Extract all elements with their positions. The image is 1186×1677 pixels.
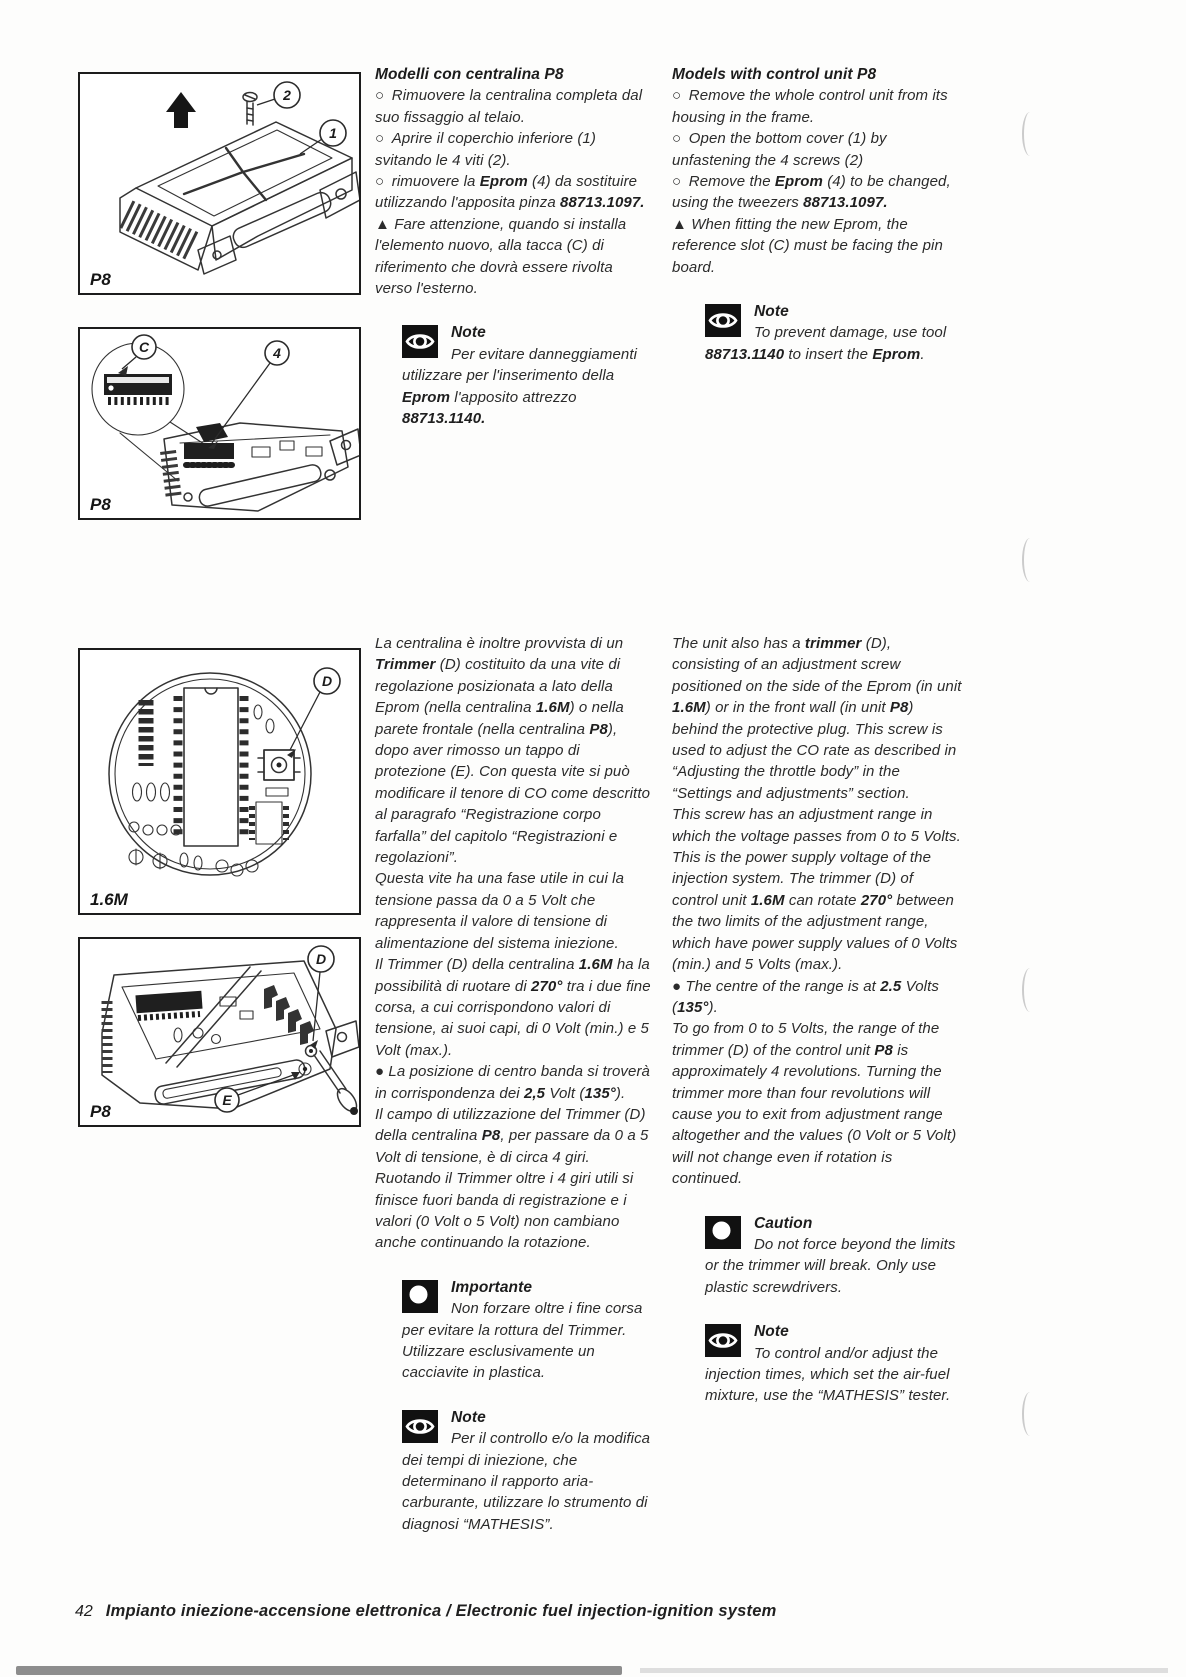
p8-eprom-drawing <box>80 329 359 518</box>
footer-chapter-title: Impianto iniezione-accensione elettronica / Electronic fuel injection-ignition system <box>105 1602 777 1620</box>
step: ○ Remove the Eprom (4) to be changed, using the tweezers 88713.1097. <box>672 173 951 212</box>
16m-board-drawing <box>80 650 359 913</box>
note-title: Note <box>451 324 486 342</box>
remove-direction-arrow-icon <box>166 92 196 128</box>
callout-c <box>118 335 156 376</box>
board-components-drawing <box>135 967 314 1067</box>
caution-block-en <box>705 1213 962 1299</box>
english-column-trimmer <box>672 633 962 1407</box>
caution-circle-icon <box>705 1216 741 1249</box>
paragraph: ● The centre of the range is at 2.5 Volts (135°). <box>672 977 939 1016</box>
figure3-unit-label: 1.6M <box>90 890 128 909</box>
caution-body: Do not force beyond the limits or the trimmer will break. Only use plastic screwdrivers. <box>705 1235 956 1296</box>
paragraph: To go from 0 to 5 Volts, the range of the trimmer (D) of the control unit P8 is approximately 4 revolutions. Turning the trimmer more than four revolutions will cause you to exit from adjustment range altogether and the values (0 Volt or 5 Volt) will not change even if rotation is continued. <box>672 1020 957 1188</box>
note-eye-icon <box>705 304 741 337</box>
paragraph: La centralina è inoltre provvista di un Trimmer (D) costituito da una vite di regolazione posizionata a lato della Eprom (nella centralina 1.6M) o nella parete frontale (nella centralina P8), dopo aver rimosso un tappo di protezione (E). Con questa vite si può modificare il tenore di CO come descritto al paragrafo “Registrazione corpo farfalla” del capitolo “Registrazioni e regolazioni”. <box>375 635 651 867</box>
important-body: Non forzare oltre i fine corsa per evitare la rottura del Trimmer. Utilizzare esclusivamente un cacciavite in plastica. <box>402 1300 643 1382</box>
callout-d-label: D <box>315 951 327 967</box>
binding-shadow-artifact <box>1022 968 1038 1012</box>
open-ecu-board-drawing <box>164 423 359 511</box>
note-block-en-eprom <box>705 301 962 365</box>
callout-c-label: C <box>138 339 150 355</box>
note-eye-icon <box>402 325 438 358</box>
note-block-en-mathesis <box>705 1321 962 1407</box>
callout-2 <box>257 82 300 108</box>
italian-column-removal <box>375 64 653 430</box>
paragraph: Il Trimmer (D) della centralina 1.6M ha la possibilità di ruotare di 270° tra i due fine corsa, a cui corrispondono valori di tensione, ai suoi capi, di 0 Volt (min.) e 5 Volt (max.). <box>375 956 651 1059</box>
binding-shadow-artifact <box>1022 538 1038 582</box>
callout-4-label: 4 <box>273 345 281 361</box>
figure-16m-trimmer-board <box>78 648 361 915</box>
p8-cover-removal-drawing <box>80 74 359 293</box>
note-body: To prevent damage, use tool 88713.1140 to insert the Eprom. <box>705 324 947 363</box>
step: ○ Rimuovere la centralina completa dal suo fissaggio al telaio. <box>375 87 643 126</box>
scan-edge-bar <box>16 1666 622 1675</box>
step: ▲ When fitting the new Eprom, the reference slot (C) must be facing the pin board. <box>672 215 943 276</box>
note-title: Note <box>451 1408 486 1426</box>
note-title: Note <box>754 303 789 321</box>
note-body: To control and/or adjust the injection times, which set the air-fuel mixture, use the “MATHESIS” tester. <box>705 1344 951 1405</box>
figure-p8-trimmer-adjust <box>78 937 361 1127</box>
section-title-it: Modelli con centralina P8 <box>375 66 564 83</box>
english-column-removal <box>672 64 962 365</box>
step: ▲ Fare attenzione, quando si installa l'elemento nuovo, alla tacca (C) di riferimento che dovrà essere rivolta verso l'esterno. <box>375 215 627 298</box>
section-title-en: Models with control unit P8 <box>672 66 877 83</box>
step: ○ rimuovere la Eprom (4) da sostituire utilizzando l'apposita pinza 88713.1097. <box>375 173 645 212</box>
trimmer-drawing <box>258 750 300 780</box>
important-title: Importante <box>451 1278 533 1296</box>
callout-d-label: D <box>321 673 333 689</box>
note-body: Per il controllo e/o la modifica dei tempi di iniezione, che determinano il rapporto aria-carburante, utilizzare lo strumento di diagnosi “MATHESIS”. <box>402 1430 651 1533</box>
important-block-it <box>402 1277 653 1384</box>
p8-trimmer-drawing <box>80 939 359 1125</box>
figure4-unit-label: P8 <box>90 1102 111 1121</box>
step: ○ Open the bottom cover (1) by unfastening the 4 screws (2) <box>672 130 887 169</box>
heat-sink-fins <box>126 214 192 246</box>
figure-p8-cover-removal <box>78 72 361 295</box>
note-eye-icon <box>705 1324 741 1357</box>
callout-d <box>287 668 340 758</box>
figure-p8-eprom-location <box>78 327 361 520</box>
paragraph: Questa vite ha una fase utile in cui la tensione passa da 0 a 5 Volt che rappresenta il valore di tensione di alimentazione del sistema iniezione. <box>375 870 625 952</box>
binding-shadow-artifact <box>1022 112 1038 156</box>
note-eye-icon <box>402 1410 438 1443</box>
eprom-chip-detail-drawing <box>104 374 172 401</box>
figure1-unit-label: P8 <box>90 270 111 289</box>
callout-1-label: 1 <box>329 125 337 141</box>
scan-edge-bar-light <box>640 1668 1168 1673</box>
page-number: 42 <box>75 1603 93 1620</box>
large-ic-drawing <box>184 688 238 846</box>
paragraph: This screw has an adjustment range in which the voltage passes from 0 to 5 Volts. This is the power supply voltage of the injection system. The trimmer (D) of control unit 1.6M can rotate 270° between the two limits of the adjustment range, which have power supply values of 0 Volts (min.) and 5 Volts (max.). <box>672 806 961 974</box>
note-body: Per evitare danneggiamenti utilizzare per l'inserimento della Eprom l'apposito attrezzo 88713.1140. <box>402 345 638 428</box>
callout-e-label: E <box>222 1092 232 1108</box>
step: ○ Remove the whole control unit from its housing in the frame. <box>672 87 948 126</box>
callout-4 <box>208 341 289 449</box>
paragraph: ● La posizione di centro banda si troverà in corrispondenza dei 2,5 Volt (135°). <box>375 1063 650 1102</box>
paragraph: The unit also has a trimmer (D), consisting of an adjustment screw positioned on the side of the Eprom (in unit 1.6M) or in the front wall (in unit P8) behind the protective plug. This screw is used to adjust the CO rate as described in “Adjusting the throttle body” in the “Settings and adjustments” section. <box>672 635 962 802</box>
binding-shadow-artifact <box>1022 1392 1038 1436</box>
caution-circle-icon <box>402 1280 438 1313</box>
note-block-it-eprom <box>402 322 653 429</box>
step: ○ Aprire il coperchio inferiore (1) svitando le 4 viti (2). <box>375 130 596 169</box>
paragraph: Il campo di utilizzazione del Trimmer (D) della centralina P8, per passare da 0 a 5 Volt di tensione, è di circa 4 giri. Ruotando il Trimmer oltre i 4 giri utili si finisce fuori banda di registrazione e i valori (0 Volt o 5 Volt) non cambiano anche continuando la rotazione. <box>375 1105 649 1252</box>
caution-title: Caution <box>754 1214 813 1232</box>
figure2-unit-label: P8 <box>90 495 111 514</box>
callout-2-label: 2 <box>283 87 291 103</box>
italian-column-trimmer <box>375 633 653 1535</box>
page-footer <box>75 1602 777 1621</box>
note-block-it-mathesis <box>402 1407 653 1535</box>
ecu-body-drawing <box>120 158 359 274</box>
screw-drawing <box>243 93 257 126</box>
note-title: Note <box>754 1323 789 1341</box>
